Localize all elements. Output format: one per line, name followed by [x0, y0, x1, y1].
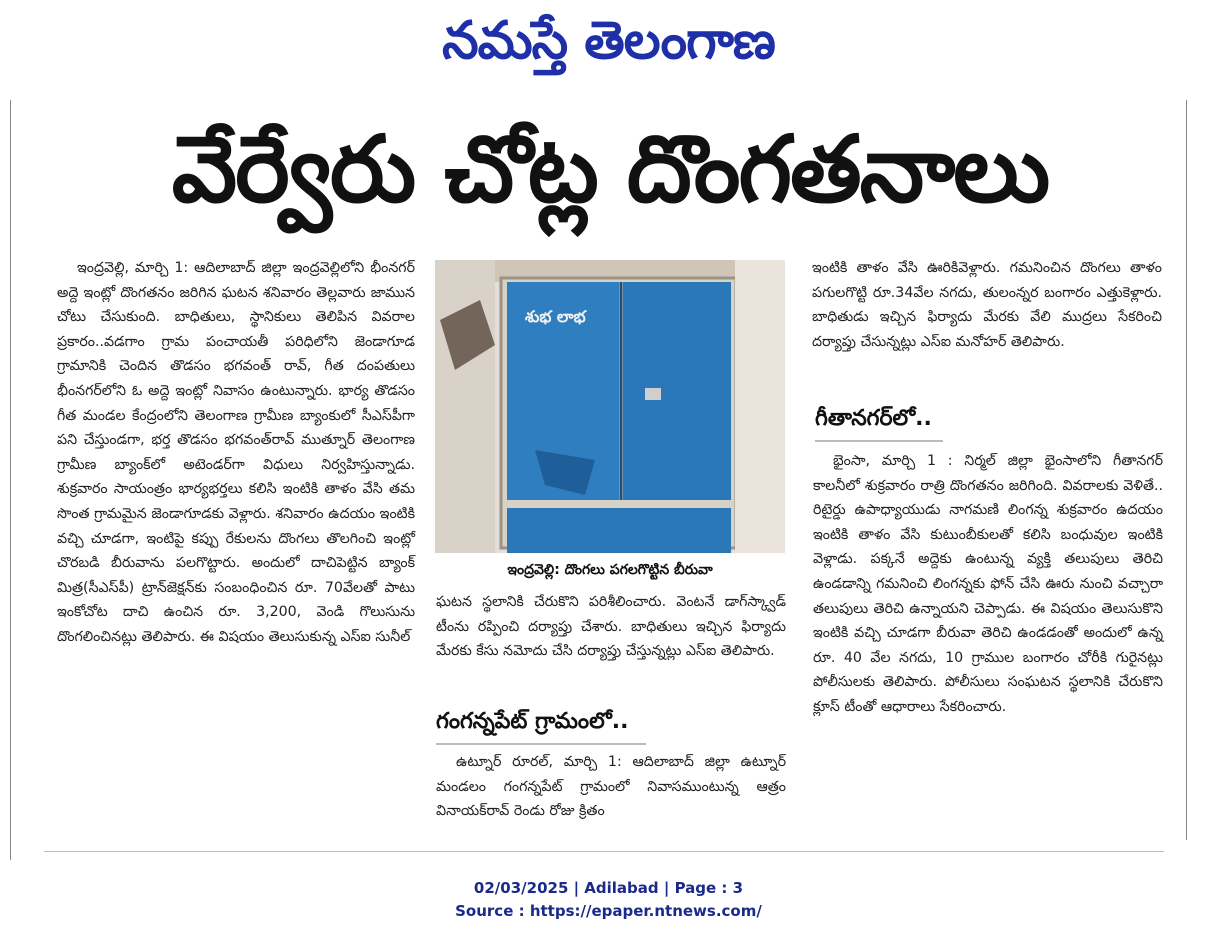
- left-column-rule: [10, 100, 11, 860]
- story2-text: ఉట్నూర్ రూరల్, మార్చి 1: ఆదిలాబాద్ జిల్లా ఉట్నూర్ మండలం గంగన్నపేట్ గ్రామంలో నివాసముంటున్న ఆత్రం వినాయక్‌రావ్ రెండు రోజు క్రితం: [436, 754, 786, 820]
- story2-body: [436, 750, 786, 824]
- photo-caption: ఇంద్రవెల్లి: దొంగలు పగలగొట్టిన బీరువా: [507, 562, 713, 578]
- story1-text: ఇంద్రవెల్లి, మార్చి 1: ఆదిలాబాద్ జిల్లా ఇంద్రవెల్లిలోని భీంనగర్ అద్దె ఇంట్లో దొంగతనం జరిగిన ఘటన శనివారం తెల్లవారు జామున చోటు చేసుకుంది. బాధితులు, స్థానికులు తెలిపిన వివరాల ప్రకారం..వడగాం గ్రామ పంచాయతీ పరిధిలోని జెండాగూడ గ్రామానికి చెందిన తొడసం భగవంత్ రావ్, గీత దంపతులు భీంనగర్‌లోని ఓ అద్దె ఇంట్లో నివాసం ఉంటున్నారు. భార్య తొడసం గీత మండల కేంద్రంలోని తెలంగాణ గ్రామీణ బ్యాంకులో సీఎస్‌పీగా పని చేస్తుండగా, భర్త తొడసం భగవంత్‌రావ్ ముత్నూర్ తెలంగాణ గ్రామీణ బ్యాంక్‌లో అటెండర్‌గా విధులు నిర్వహిస్తున్నాడు. శుక్రవారం సాయంత్రం భార్యభర్తలు కలిసి ఇంటికి తాళం వేసి తమ సొంత గ్రామమైన జెండాగూడకు వెళ్లారు. శనివారం ఉదయం ఇంటికి వచ్చి చూడగా, ఇంటిపై కప్పు రేకులను దొంగలు తొలగించి ఇంట్లో చొరబడి బీరువాను పలగొట్టారు. అందులో దాచిపెట్టిన బ్యాంక్ మిత్ర(సీఎస్‌పీ) ట్రాన్‌జెక్షన్‌కు సంబంధించిన రూ. 70వేలతో పాటు ఇంకోచోట దాచి ఉంచిన రూ. 3,200, వెండి గొలుసును దొంగలించినట్లు తెలిపారు. ఈ విషయం తెలుసుకున్న ఎస్‌ఐ సునీల్: [57, 260, 415, 645]
- footer-date-edition: 02/03/2025 | Adilabad | Page : 3: [473, 879, 744, 897]
- story2-continuation: [812, 256, 1162, 354]
- story1-continuation: [436, 590, 786, 664]
- cabinet-photo: [435, 260, 785, 553]
- right-column-rule: [1186, 100, 1187, 840]
- story3-text: భైంసా, మార్చి 1 : నిర్మల్ జిల్లా భైంసాలోని గీతానగర్ కాలనీలో శుక్రవారం రాత్రి దొంగతనం జరిగింది. వివరాలకు వెళితే.. రిటైర్డు ఉపాధ్యాయుడు నాగమణి లింగన్న శుక్రవారం ఉదయం ఇంటికి తాళం వేసి కుటుంబీకులతో కలిసి బంధువుల ఇంటికి వెళ్లాడు. పక్కనే అద్దెకు ఉంటున్న వ్యక్తి తలుపులు తెరిచి ఉండడాన్ని గమనించి లింగన్నకు ఫోన్ చేసి ఊరు నుంచి వచ్చారా తలుపులు తెరిచి ఉన్నాయని చెప్పాడు. ఈ విషయం తెలుసుకొని ఇంటికి వచ్చి చూడగా బీరువా తెరిచి ఉండడంతో అందులో ఉన్న రూ. 40 వేల నగదు, 10 గ్రాముల బంగారం చోరీకి గురైనట్లు పోలీసులకు తెలిపారు. పోలీసులు సంఘటన స్థలానికి చేరుకొని క్లూస్ టీంతో ఆధారాలు సేకరించారు.: [813, 453, 1163, 715]
- cabinet-illustration: [435, 260, 785, 553]
- story3-subhead: గీతానగర్‌లో..: [815, 406, 943, 442]
- footer-source: Source : https://epaper.ntnews.com/: [455, 902, 762, 920]
- masthead-logo: నమస్తే తెలంగాణ: [442, 11, 775, 71]
- story2-continuation-text: ఇంటికి తాళం వేసి ఊరికివెళ్లారు. గమనించిన దొంగలు తాళం పగులగొట్టి రూ.34వేల నగదు, తులంన్నర బంగారం ఎత్తుకెళ్లారు. బాధితుడు ఇచ్చిన ఫిర్యాదు మేరకు వేలి ముద్రలు సేకరించి దర్యాప్తు చేసున్నట్లు ఎస్‌ఐ మనోహర్ తెలిపారు.: [812, 260, 1162, 350]
- page-bottom-rule: [44, 851, 1164, 852]
- story1-continuation-text: ఘటన స్థలానికి చేరుకొని పరిశీలించారు. వెంటనే డాగ్‌స్క్వాడ్ టీంను రప్పించి దర్యాప్తు చేశారు. బాధితులు ఇచ్చిన ఫిర్యాదు మేరకు కేసు నమోదు చేసి దర్యాప్తు చేస్తున్నట్లు ఎస్‌ఐ తెలిపారు.: [436, 594, 786, 660]
- story1-body: [57, 256, 415, 650]
- headline: వేర్వేరు చోట్ల దొంగతనాలు: [171, 116, 1049, 223]
- story3-body: [813, 449, 1163, 720]
- story2-subhead: గంగన్నపేట్ గ్రామంలో..: [436, 709, 646, 745]
- photo-cabinet-text: శుభ లాభ: [525, 307, 586, 326]
